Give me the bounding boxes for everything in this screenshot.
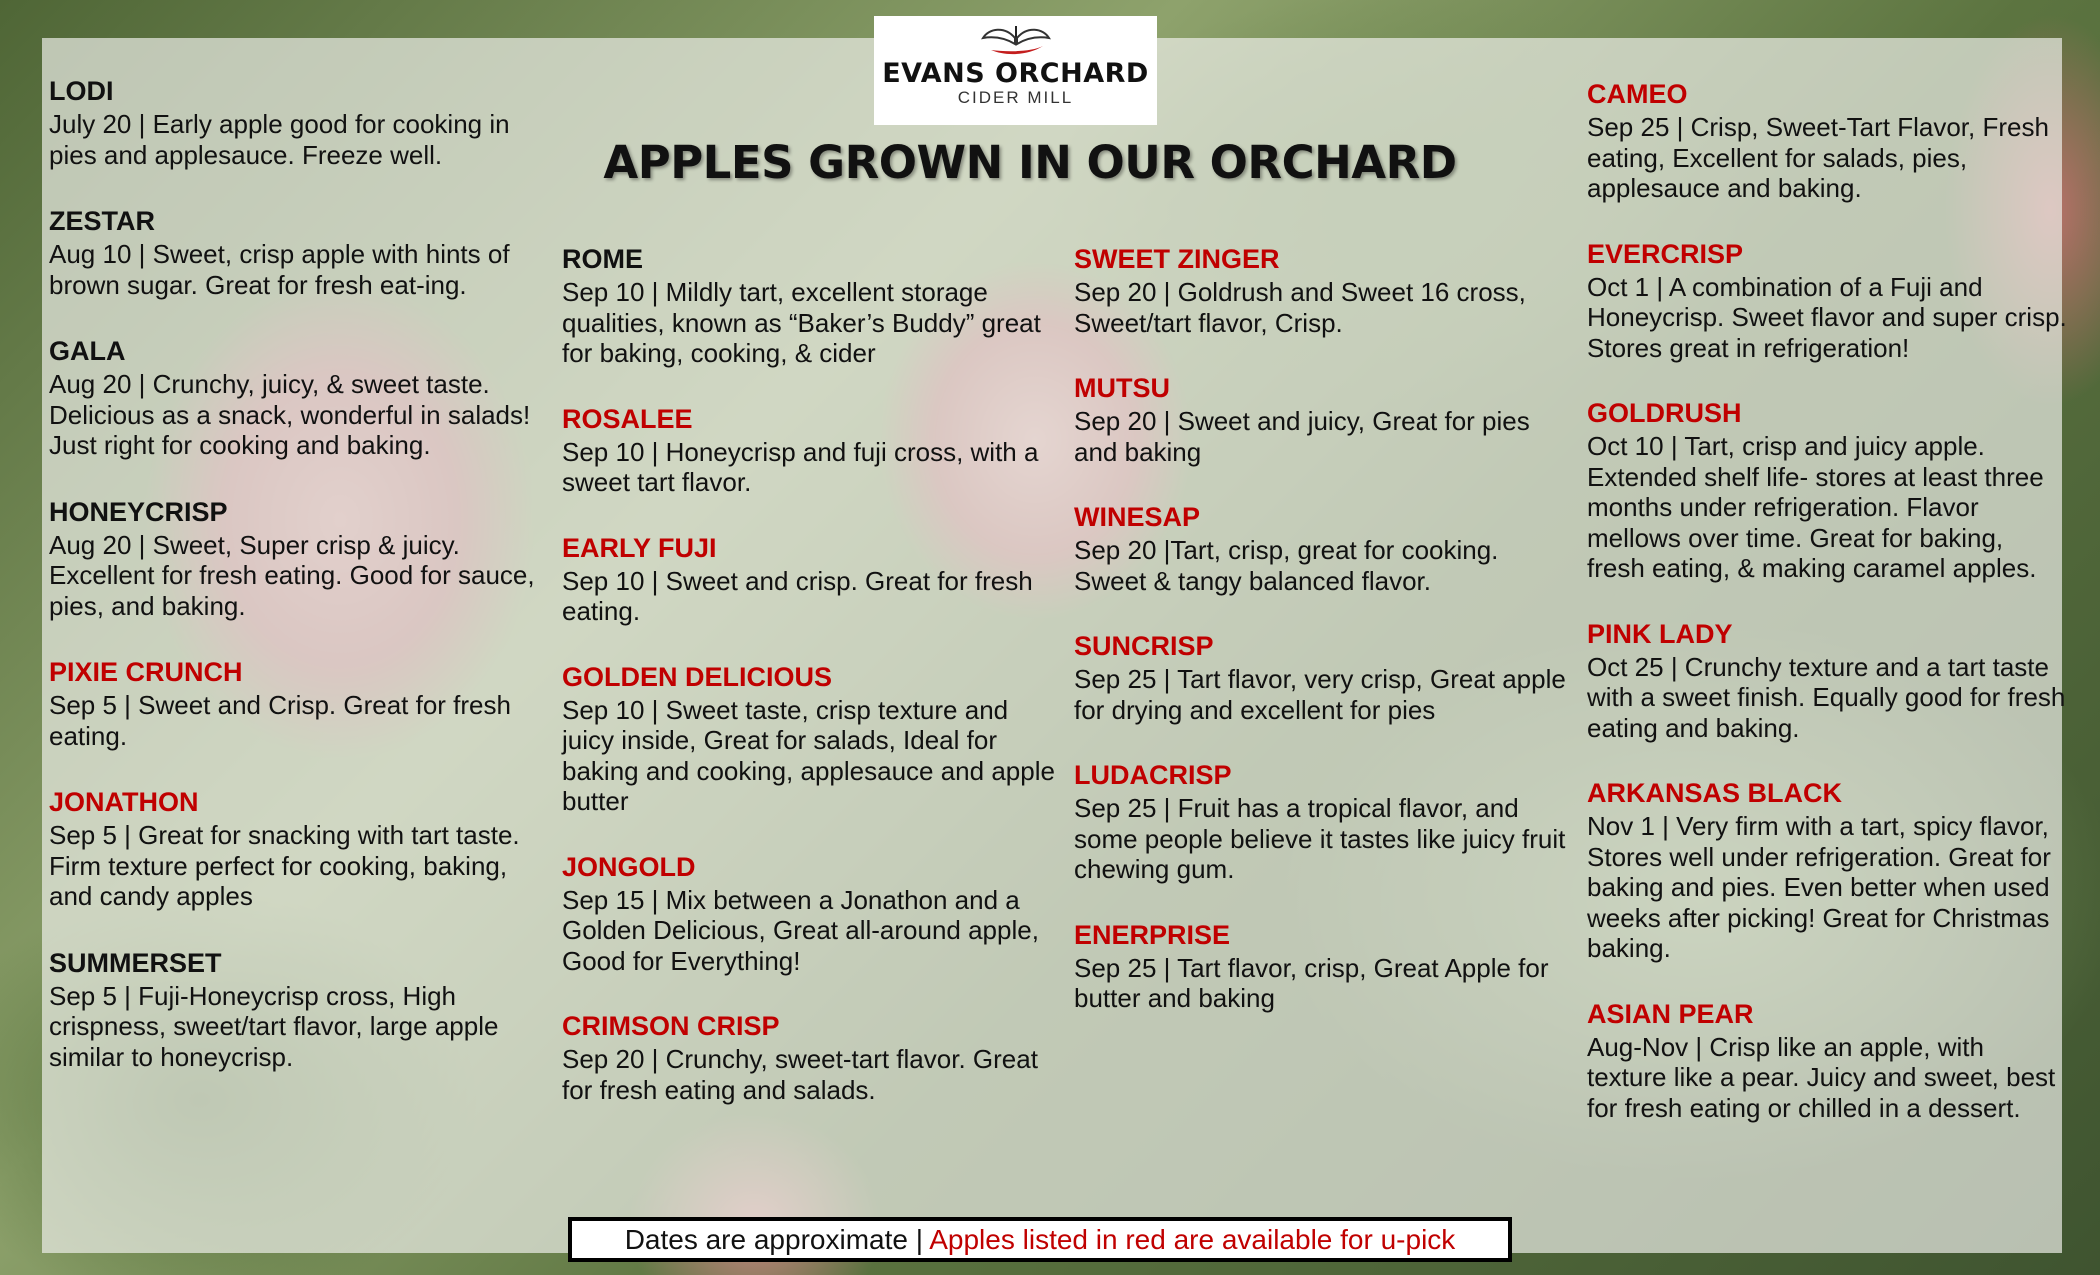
apple-entry — [1587, 618, 2067, 744]
apple-entry — [49, 947, 549, 1073]
apple-description: Sep 5 | Great for snacking with tart taste. Firm texture perfect for cooking, baking, and candy apples — [49, 820, 520, 911]
apple-description: Sep 25 | Crisp, Sweet-Tart Flavor, Fresh eating, Excellent for salads, pies, applesauce and baking. — [1587, 112, 2049, 203]
page-title: APPLES GROWN IN OUR ORCHARD — [603, 136, 1457, 189]
apple-name: EVERCRISP — [1587, 238, 1744, 269]
apple-description: Aug 10 | Sweet, crisp apple with hints of brown sugar. Great for fresh eat-ing. — [49, 239, 510, 300]
apple-description: Oct 1 | A combination of a Fuji and Honeycrisp. Sweet flavor and super crisp. Stores great in refrigeration! — [1587, 271, 2067, 363]
apple-name: JONGOLD — [562, 851, 696, 882]
apple-description: Sep 10 | Sweet and crisp. Great for fresh eating. — [562, 565, 1033, 626]
evans-orchard-logo — [874, 16, 1157, 125]
apple-name: HONEYCRISP — [49, 496, 228, 527]
apple-name: SUMMERSET — [49, 947, 222, 978]
apple-description: Sep 5 | Sweet and Crisp. Great for fresh eating. — [49, 690, 511, 751]
apple-description: Nov 1 | Very firm with a tart, spicy flavor, Stores well under refrigeration. Great for baking and pies. Even better when used weeks after picking! Great for Christmas baking. — [1587, 811, 2051, 963]
apple-entry — [49, 335, 549, 461]
apple-entry — [1587, 777, 2067, 964]
apple-description: Aug 20 | Crunchy, juicy, & sweet taste. Delicious as a snack, wonderful in salads! Just right for cooking and baking. — [49, 369, 531, 460]
apple-name: SUNCRISP — [1074, 631, 1214, 661]
apple-entry — [562, 851, 1062, 977]
apple-description: Sep 20 | Crunchy, sweet-tart flavor. Great for fresh eating and salads. — [562, 1044, 1038, 1105]
apple-entry — [562, 1010, 1062, 1105]
apple-name: PINK LADY — [1587, 618, 1733, 649]
apple-column-4 — [1587, 78, 2067, 1157]
apple-name: ROME — [562, 244, 643, 274]
apple-name: ASIAN PEAR — [1587, 998, 1754, 1029]
apple-description: Sep 10 | Sweet taste, crisp texture and juicy inside, Great for salads, Ideal for baking and cooking, applesauce and apple butter — [562, 694, 1055, 816]
apple-entry — [1074, 759, 1574, 885]
footer-upick-note: Apples listed in red are available for u-pick — [929, 1224, 1456, 1255]
apple-description: Aug-Nov | Crisp like an apple, with texture like a pear. Juicy and sweet, best for fresh eating or chilled in a dessert. — [1587, 1031, 2056, 1123]
apple-description: Sep 25 | Tart flavor, very crisp, Great apple for drying and excellent for pies — [1074, 664, 1566, 725]
apple-description: Sep 5 | Fuji-Honeycrisp cross, High crispness, sweet/tart flavor, large apple similar to honeycrisp. — [49, 980, 499, 1072]
apple-name: ARKANSAS BLACK — [1587, 778, 1842, 808]
apple-entry — [49, 496, 549, 622]
apple-name: PIXIE CRUNCH — [49, 657, 243, 687]
apple-name: GALA — [49, 336, 126, 366]
apple-entry — [562, 532, 1062, 627]
apple-entry — [562, 243, 1062, 369]
apple-entry — [1587, 78, 2067, 204]
apple-entry — [1074, 243, 1574, 338]
apple-entry — [562, 403, 1062, 498]
apple-leaf-logo-icon — [971, 24, 1061, 58]
apple-description: Sep 25 | Tart flavor, crisp, Great Apple for butter and baking — [1074, 952, 1549, 1013]
apple-description: Oct 10 | Tart, crisp and juicy apple. Extended shelf life- stores at least three months under refrigeration. Flavor mellows over time. Great for baking, fresh eating, & making caramel apples. — [1587, 431, 2044, 583]
apple-column-1 — [49, 75, 549, 1107]
apple-column-3 — [1074, 243, 1574, 1048]
apple-entry — [562, 661, 1062, 817]
apple-entry — [1074, 630, 1574, 725]
apple-name: JONATHON — [49, 787, 199, 817]
apple-entry — [1074, 919, 1574, 1014]
apple-description: Aug 20 | Sweet, Super crisp & juicy. Excellent for fresh eating. Good for sauce, pies, and baking. — [49, 529, 535, 621]
apple-column-2 — [562, 243, 1062, 1139]
apple-description: Sep 15 | Mix between a Jonathon and a Golden Delicious, Great all-around apple, Good for Everything! — [562, 884, 1039, 976]
apple-name: GOLDEN DELICIOUS — [562, 661, 833, 692]
apple-name: ENERPRISE — [1074, 919, 1231, 950]
footer-note — [568, 1217, 1512, 1262]
apple-name: LODI — [49, 76, 114, 106]
apple-description: July 20 | Early apple good for cooking in pies and applesauce. Freeze well. — [49, 109, 510, 170]
apple-entry — [49, 656, 549, 751]
apple-name: ROSALEE — [562, 403, 693, 434]
footer-dates-note: Dates are approximate | — [624, 1224, 930, 1255]
apple-description: Sep 20 | Goldrush and Sweet 16 cross, Sweet/tart flavor, Crisp. — [1074, 277, 1526, 338]
apple-entry — [49, 205, 549, 300]
apple-name: ZESTAR — [49, 206, 155, 236]
apple-entry — [1074, 501, 1574, 596]
apple-name: CRIMSON CRISP — [562, 1011, 780, 1041]
apple-entry — [1587, 238, 2067, 364]
apple-name: SWEET ZINGER — [1074, 244, 1280, 274]
apple-name: GOLDRUSH — [1587, 398, 1742, 428]
brand-name: EVANS ORCHARD — [882, 58, 1149, 89]
apple-description: Oct 25 | Crunchy texture and a tart taste with a sweet finish. Equally good for fresh eating and baking. — [1587, 651, 2066, 743]
apple-entry — [1587, 998, 2067, 1124]
apple-name: MUTSU — [1074, 373, 1170, 403]
apple-name: EARLY FUJI — [562, 532, 717, 563]
apple-name: CAMEO — [1587, 79, 1688, 109]
apple-name: WINESAP — [1074, 502, 1201, 532]
apple-description: Sep 10 | Honeycrisp and fuji cross, with a sweet tart flavor. — [562, 436, 1039, 497]
apple-entry — [49, 75, 549, 170]
apple-description: Sep 20 | Sweet and juicy, Great for pies and baking — [1074, 406, 1530, 467]
apple-entry — [49, 786, 549, 912]
apple-entry — [1074, 372, 1574, 467]
apple-entry — [1587, 397, 2067, 584]
apple-description: Sep 25 | Fruit has a tropical flavor, and some people believe it tastes like juicy fruit chewing gum. — [1074, 793, 1566, 884]
apple-name: LUDACRISP — [1074, 760, 1232, 790]
apple-description: Sep 10 | Mildly tart, excellent storage qualities, known as “Baker’s Buddy” great for baking, cooking, & cider — [562, 277, 1041, 368]
brand-subtitle: CIDER MILL — [957, 88, 1074, 107]
apple-description: Sep 20 |Tart, crisp, great for cooking. Sweet & tangy balanced flavor. — [1074, 535, 1499, 596]
